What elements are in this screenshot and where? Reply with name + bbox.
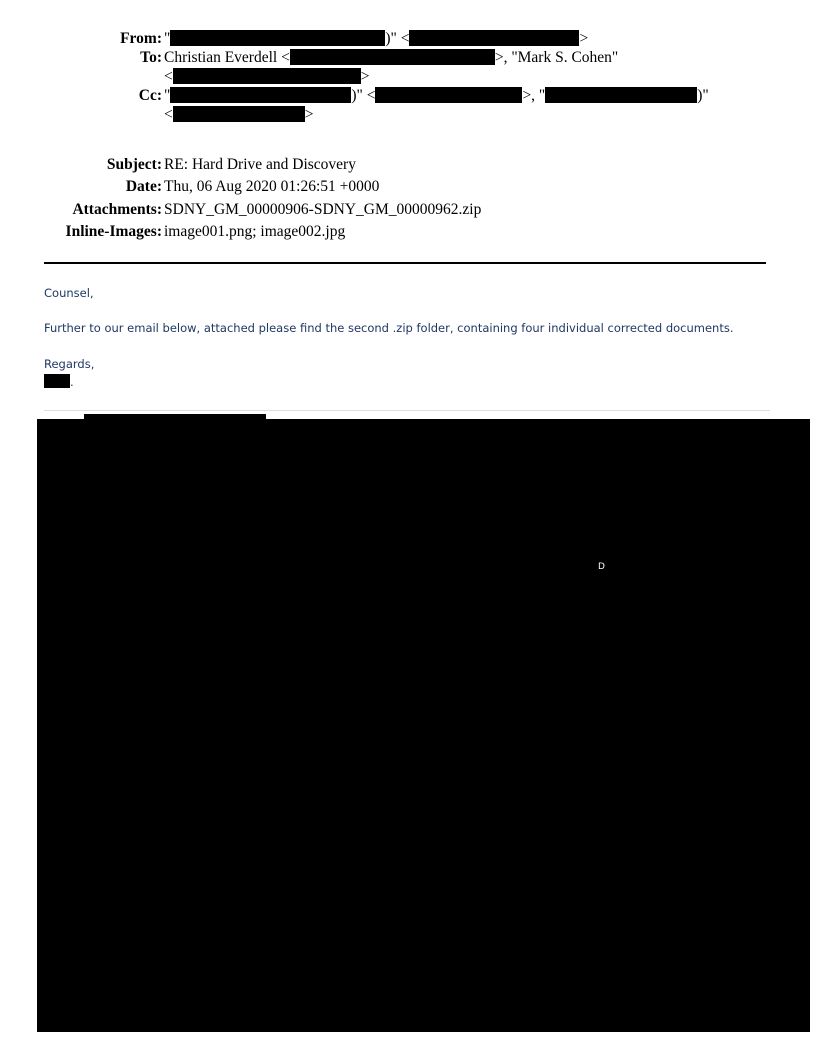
redaction-block (170, 30, 385, 46)
to-label: To: (140, 49, 162, 66)
redaction-block (290, 49, 495, 65)
signature (44, 374, 74, 389)
attachments-label: Attachments: (72, 201, 162, 218)
cc-after: >, " (522, 87, 546, 104)
redaction-block (173, 106, 305, 122)
closing: Regards, (44, 357, 95, 371)
cc-label: Cc: (138, 87, 162, 104)
date-label: Date: (125, 178, 162, 195)
redaction-block (375, 87, 522, 103)
inline-images-value: image001.png; image002.jpg (164, 223, 346, 240)
header-divider (44, 262, 766, 264)
date-value: Thu, 06 Aug 2020 01:26:51 +0000 (164, 178, 380, 195)
redaction-block (170, 87, 351, 103)
to-after: >, "Mark S. Cohen" (494, 49, 619, 66)
redaction-block (409, 30, 579, 46)
from-value (164, 29, 588, 48)
cc-end: )" (697, 87, 709, 104)
attachments-value: SDNY_GM_00000906-SDNY_GM_00000962.zip (164, 201, 482, 218)
from-quote: " (164, 30, 171, 47)
to-name: Christian Everdell < (164, 49, 290, 66)
body-paragraph: Further to our email below, attached please find the second .zip folder, containing four individual corrected documents. (44, 321, 734, 335)
to-value (164, 48, 618, 67)
from-mid: )" < (385, 30, 410, 47)
stray-character: D (598, 562, 605, 572)
inline-images-label: Inline-Images: (65, 223, 162, 240)
to-line2-open: < (164, 68, 173, 85)
redaction-block (173, 68, 361, 84)
redaction-block (545, 87, 697, 103)
cc-line2-close: > (304, 106, 314, 123)
from-label: From: (120, 30, 162, 47)
from-end: > (579, 30, 589, 47)
signature-dot: . (70, 375, 74, 389)
cc-quote: " (164, 87, 171, 104)
redacted-quoted-email (37, 419, 810, 1032)
signature-redaction (44, 374, 70, 388)
cc-line2-open: < (164, 106, 173, 123)
cc-value (164, 86, 709, 105)
to-line2-close: > (360, 68, 370, 85)
quoted-divider (44, 410, 770, 411)
cc-mid: )" < (351, 87, 376, 104)
salutation: Counsel, (44, 286, 94, 300)
subject-value: RE: Hard Drive and Discovery (164, 156, 356, 173)
subject-label: Subject: (106, 156, 162, 173)
